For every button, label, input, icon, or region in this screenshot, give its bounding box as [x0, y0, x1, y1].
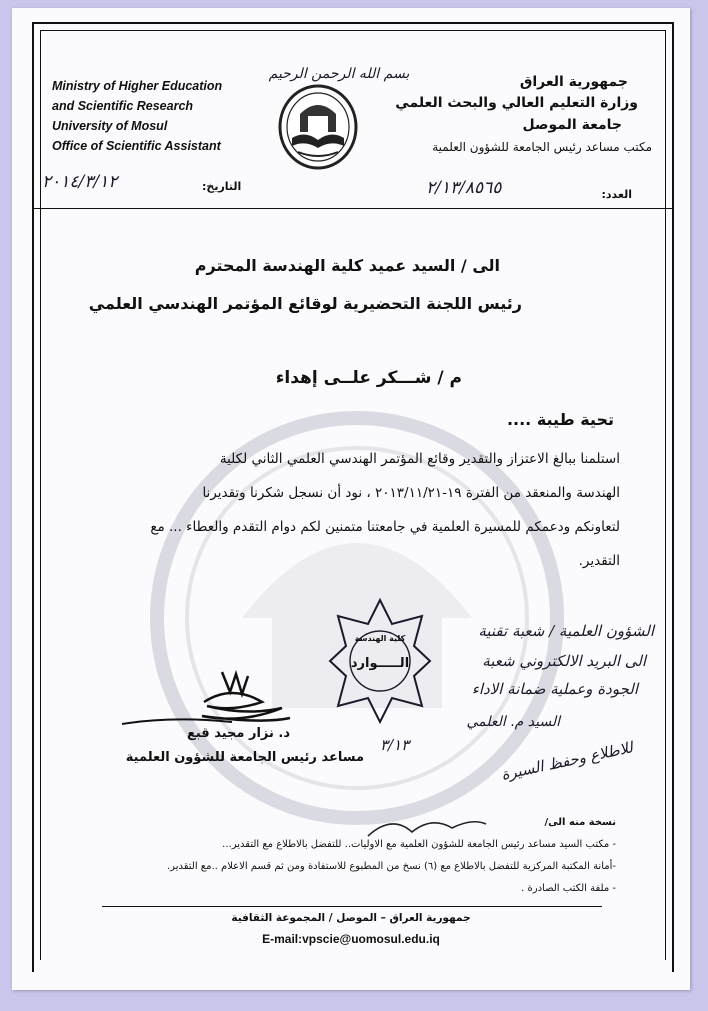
date-label: التاريخ: [202, 180, 242, 193]
subject-line: م / شـــكر علــى إهداء [275, 368, 462, 388]
copies-item: - ملفة الكتب الصادرة . [521, 883, 616, 894]
handwritten-date: ٣/١٣ [380, 736, 410, 754]
signature-mark [112, 662, 312, 732]
frame-right [672, 22, 674, 972]
letterhead-arabic-line: جمهورية العراق [519, 74, 628, 90]
body-line: الهندسة والمنعقد من الفترة ١٩-٢٠١٣/١١/٢١ ، نود أن نسجل شكرنا وتقديرنا [202, 485, 620, 501]
letterhead-english [52, 76, 242, 156]
letterhead-english-line: University of Mosul [52, 119, 168, 133]
recipient-line-2: رئيس اللجنة التحضيرية لوقائع المؤتمر الهندسي العلمي [88, 294, 522, 313]
copies-item: - مكتب السيد مساعد رئيس الجامعة للشؤون العلمية مع الاوليات.. للتفضل بالاطلاع مع التقدير... [222, 839, 616, 850]
header-divider [34, 208, 674, 209]
frame-left [32, 22, 34, 972]
signatory-title: مساعد رئيس الجامعة للشؤون العلمية [125, 750, 364, 765]
handwritten-note: الشؤون العلمية / شعبة تقنية [478, 622, 654, 640]
university-logo [278, 84, 358, 170]
handwritten-note: الى البريد الالكتروني شعبة [482, 652, 646, 670]
stamp-incoming: الـــــوارد [350, 656, 410, 671]
letterhead-arabic-line: مكتب مساعد رئيس الجامعة للشؤون العلمية [432, 140, 652, 154]
signatory-name: د. نزار مجيد قبع [186, 726, 290, 741]
letterhead-english-line: Office of Scientific Assistant [52, 139, 221, 153]
frame-top-inner [40, 30, 666, 31]
number-value: ٢/١٣/٨٥٦٥ [426, 178, 502, 198]
body-line: لتعاونكم ودعمكم للمسيرة العلمية في جامعتنا متمنين لكم دوام التقدم والعطاء ... مع [150, 519, 620, 535]
letterhead-arabic [395, 72, 652, 158]
basmala: بسم الله الرحمن الرحيم [268, 66, 410, 82]
letter-page [12, 8, 690, 990]
body-line: التقدير. [578, 553, 620, 569]
copies-section [56, 812, 616, 900]
number-label: العدد: [601, 188, 632, 201]
frame-left-inner [40, 30, 41, 960]
recipient-line-1: الى / السيد عميد كلية الهندسة المحترم [194, 256, 500, 275]
letterhead-arabic-line: وزارة التعليم العالي والبحث العلمي [395, 95, 638, 111]
handwritten-note: الجودة وعملية ضمانة الاداء [471, 680, 638, 698]
frame-top [32, 22, 674, 24]
handwritten-note: السيد م. العلمي [466, 714, 560, 730]
letterhead-english-line: Ministry of Higher Education [52, 79, 223, 93]
letterhead-arabic-line: جامعة الموصل [522, 117, 622, 133]
handwritten-note: للاطلاع وحفظ السيرة [499, 738, 635, 784]
copies-heading: نسخة منه الى/ [544, 817, 616, 828]
date-value: ٢٠١٤/٣/١٢ [42, 172, 118, 192]
letterhead-english-line: and Scientific Research [52, 99, 194, 113]
copies-item: -أمانة المكتبة المركزية للتفضل بالاطلاع مع (٦) نسخ من المطبوع للاستفادة ومن ثم قسم الاعلام ..مع التقدير. [167, 861, 616, 872]
letter-body [60, 442, 620, 578]
frame-right-inner [665, 30, 666, 960]
footer-email: E-mail:vpscie@uomosul.edu.iq [262, 932, 440, 946]
footer-divider [102, 906, 602, 907]
greeting: تحية طيبة .... [506, 410, 614, 429]
footer-address: جمهورية العراق – الموصل / المجموعة الثقافية [231, 912, 471, 924]
body-line: استلمنا ببالغ الاعتزاز والتقدير وقائع المؤتمر الهندسي العلمي الثاني لكلية [219, 451, 620, 467]
stamp-college: كلية الهندسة [354, 634, 406, 643]
